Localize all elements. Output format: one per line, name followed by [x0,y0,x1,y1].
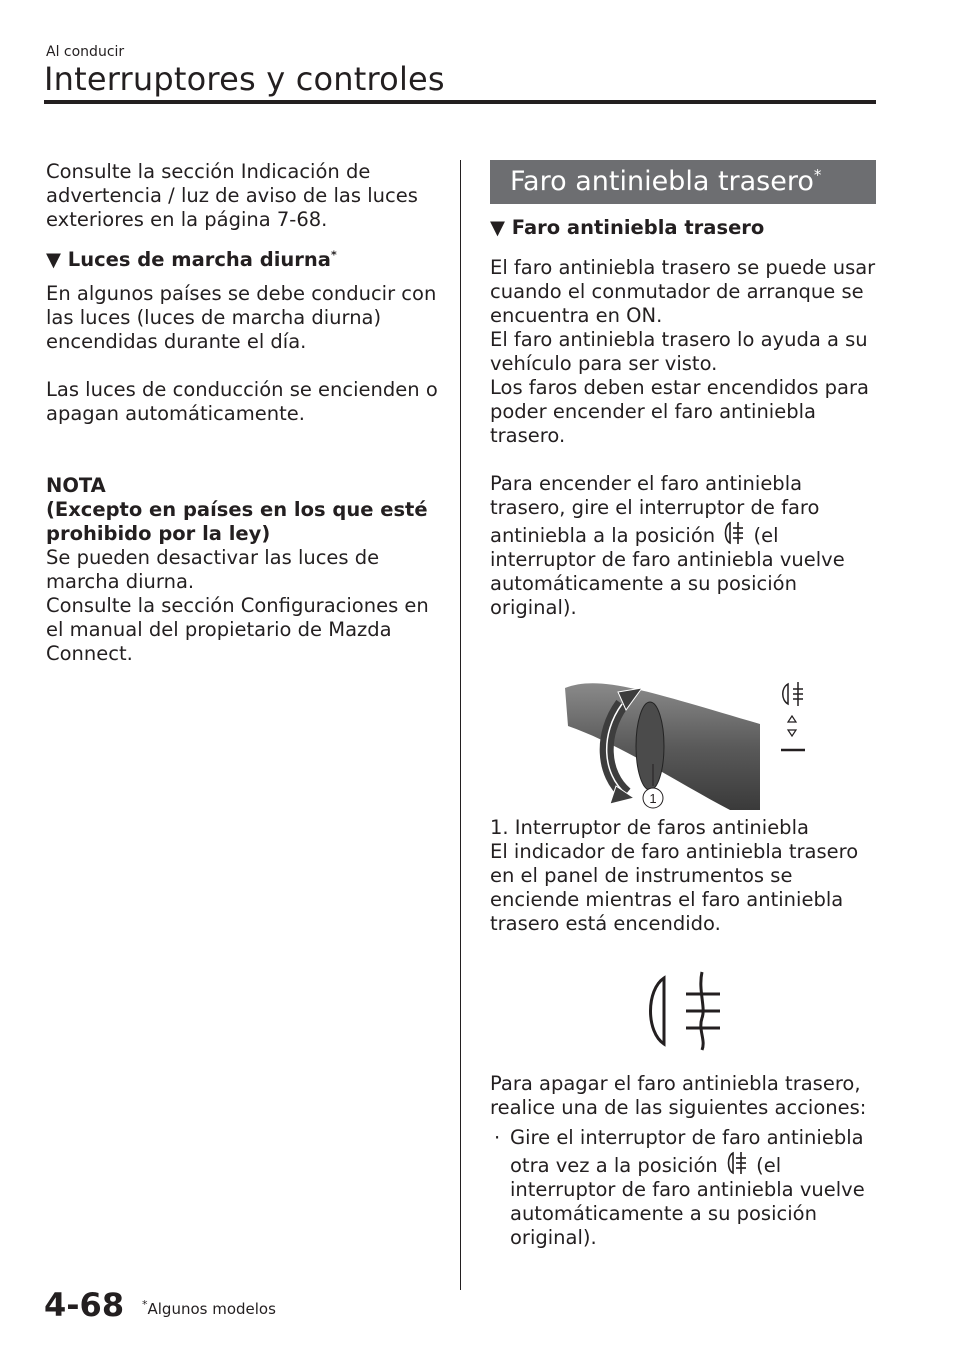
right-para-4 [490,472,880,620]
note-text-1: Se pueden desactivar las luces de marcha diurna. [46,546,380,593]
note-label: NOTA [46,474,106,497]
left-subhead-text: Luces de marcha diurna [67,248,331,271]
bullet-dot: · [494,1126,501,1149]
footnote-mark: * [142,1298,148,1311]
asterisk-mark: * [330,248,337,262]
left-para-2: En algunos países se debe conducir con las luces (luces de marcha diurna) encendidas durante el día. [46,282,437,353]
figure-callout-1: 1 [649,791,657,806]
right-para-4-end: (el interruptor de faro antiniebla vuelve automáticamente a su posición original). [490,524,845,619]
right-column-lower [490,1072,880,1250]
note-text-2: Consulte la sección Configuraciones en el manual del propietario de Mazda Connect. [46,594,429,665]
right-para-1: El faro antiniebla trasero se puede usar cuando el conmutador de arranque se encuentra en ON. [490,256,876,327]
left-subhead [46,248,446,272]
section-title-bar [490,160,876,204]
rear-fog-light-icon [640,968,732,1054]
right-subhead-text: Faro antiniebla trasero [511,216,765,239]
bullet-1-start: Gire el interruptor de faro antiniebla otra vez a la posición [510,1126,864,1177]
header-rule [44,100,876,104]
right-para-3: Los faros deben estar encendidos para poder encender el faro antiniebla trasero. [490,376,869,447]
figure-caption [490,816,880,936]
column-divider [460,160,461,1290]
right-para-5: Para apagar el faro antiniebla trasero, realice una de las siguientes acciones: [490,1072,867,1119]
subhead-arrow-icon: ▼ [46,248,61,271]
right-para-4-start: Para encender el faro antiniebla trasero, gire el interruptor de faro antiniebla a la posición [490,472,820,547]
subhead-arrow-icon: ▼ [490,216,505,239]
section-asterisk: * [813,166,822,184]
page-title: Interruptores y controles [44,60,445,98]
right-subhead [490,216,764,239]
rear-fog-light-icon [724,1150,750,1176]
bullet-item-1 [490,1126,880,1250]
left-column [46,160,446,666]
left-para-3: Las luces de conducción se encienden o apagan automáticamente. [46,378,438,425]
page-number: 4-68 [44,1286,125,1324]
caption-item-1: 1. Interruptor de faros antiniebla [490,816,809,839]
footnote-text: Algunos modelos [147,1300,276,1318]
footnote [142,1300,276,1318]
caption-text: El indicador de faro antiniebla trasero en el panel de instrumentos se enciende mientras el faro antiniebla trasero está encendido. [490,840,859,935]
right-para-2: El faro antiniebla trasero lo ayuda a su vehículo para ser visto. [490,328,868,375]
note-condition: (Excepto en países en los que esté prohibido por la ley) [46,498,428,545]
rear-fog-light-icon [721,520,747,546]
section-title: Faro antiniebla trasero [510,166,814,197]
fog-switch-illustration [560,664,816,814]
bullet-1-end: (el interruptor de faro antiniebla vuelve automáticamente a su posición original). [510,1154,865,1249]
right-column [490,256,880,620]
left-para-1: Consulte la sección Indicación de advertencia / luz de aviso de las luces exteriores en la página 7-68. [46,160,418,231]
header-section: Al conducir [46,44,125,60]
